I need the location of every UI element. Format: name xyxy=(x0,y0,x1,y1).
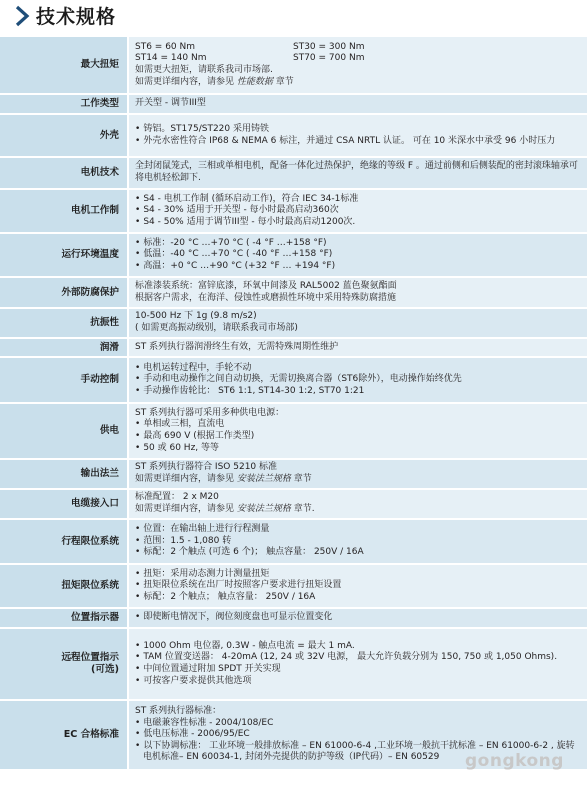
row-manual xyxy=(0,357,587,403)
ec-b1: • 电磁兼容性标准 - 2004/108/EC xyxy=(135,718,581,730)
ambient-b1: • 标准：-20 °C …+70 °C ( -4 °F …+158 °F) xyxy=(135,238,581,250)
entry-spec-ref: 安装法兰规格 xyxy=(236,504,291,514)
label-torque-limit: 扭矩限位系统 xyxy=(0,564,128,608)
power-b3: • 50 或 60 Hz, 等等 xyxy=(135,443,581,455)
value-power xyxy=(128,403,587,459)
value-entry xyxy=(128,489,587,519)
value-coating xyxy=(128,277,587,308)
watermark: gongkong xyxy=(465,751,564,771)
value-manual xyxy=(128,357,587,403)
ambient-b3: • 高温：+0 °C …+90 °C (+32 °F … +194 °F) xyxy=(135,261,581,273)
row-torque xyxy=(0,37,587,94)
value-ambient xyxy=(128,233,587,277)
row-power xyxy=(0,403,587,459)
value-type: 开关型 - 调节III型 xyxy=(128,94,587,114)
label-flange: 输出法兰 xyxy=(0,459,128,489)
coating-l1: 标准漆装系统：富锌底漆，环氧中间漆及 RAL5002 蓝色聚氨酯面 xyxy=(135,280,397,291)
entry-ref: 如需更详细内容，请参见 安装法兰规格 章节. xyxy=(135,504,315,514)
ec-b3: • 以下协调标准： 工业环境一般排放标准 – EN 61000-6-4 ,工业环境一般抗干扰标准 – EN 61000-6-2 , 旋转电机标准– EN 60034-1, 封闭外壳提供的防护等级（IP代码）– EN 60529 xyxy=(135,741,581,764)
label-coating: 外部防腐保护 xyxy=(0,277,128,308)
torque-ref: 如需更详细内容，请参见 性能数据 章节 xyxy=(135,76,294,87)
label-housing: 外壳 xyxy=(0,114,128,157)
travel-b3: • 标配：2 个触点 (可选 6 个)； 触点容量： 250V / 16A xyxy=(135,547,581,559)
remote-b3: • 中间位置通过附加 SPDT 开关实现 xyxy=(135,664,581,676)
row-duty xyxy=(0,189,587,233)
spec-table xyxy=(0,37,587,771)
value-torque xyxy=(128,37,587,94)
duty-b2: • S4 - 30% 适用于开关型 - 每小时最高启动360次 xyxy=(135,205,581,217)
label-ambient: 运行环境温度 xyxy=(0,233,128,277)
value-duty xyxy=(128,189,587,233)
ambient-b2: • 低温：-40 °C …+70 °C ( -40 °F …+158 °F) xyxy=(135,249,581,261)
section-header xyxy=(0,0,587,32)
value-indicator xyxy=(128,608,587,628)
row-housing xyxy=(0,114,587,157)
housing-b1: • 铸铝。ST175/ST220 采用铸铁 xyxy=(135,124,581,136)
duty-b3: • S4 - 50% 适用于调节III型 - 每小时最高启动1200次. xyxy=(135,217,581,229)
label-indicator: 位置指示器 xyxy=(0,608,128,628)
value-travel xyxy=(128,519,587,564)
row-lubrication xyxy=(0,338,587,357)
label-vibration: 抗振性 xyxy=(0,308,128,338)
row-coating xyxy=(0,277,587,308)
torque-st14: ST14 = 140 Nm xyxy=(135,53,207,64)
power-b1: • 单相或三相，直流电 xyxy=(135,419,581,431)
value-housing xyxy=(128,114,587,157)
perf-data-ref: 性能数据 xyxy=(236,76,273,87)
manual-b1: • 电机运转过程中，手轮不动 xyxy=(135,363,581,375)
label-power: 供电 xyxy=(0,403,128,459)
ec-l1: ST 系列执行器标准： xyxy=(135,706,222,717)
row-torque-limit xyxy=(0,564,587,608)
page-title: 技术规格 xyxy=(36,6,117,28)
value-lubrication: ST 系列执行器润滑终生有效，无需特殊周期性维护 xyxy=(128,338,587,357)
value-motor-tech: 全封闭鼠笼式，三相或单相电机，配备一体化过热保护，绝缘的等级 F 。通过前侧和后侧装配的密封滚珠轴承可将电机轻松卸下. xyxy=(128,157,587,189)
label-manual: 手动控制 xyxy=(0,357,128,403)
label-travel: 行程限位系统 xyxy=(0,519,128,564)
travel-b2: • 范围：1.5 - 1,080 转 xyxy=(135,536,581,548)
remote-b4: • 可按客户要求提供其他选项 xyxy=(135,676,581,688)
row-indicator xyxy=(0,608,587,628)
value-torque-limit xyxy=(128,564,587,608)
label-duty: 电机工作制 xyxy=(0,189,128,233)
ec-b2: • 低电压标准 - 2006/95/EC xyxy=(135,729,581,741)
label-torque: 最大扭矩 xyxy=(0,37,128,94)
row-flange xyxy=(0,459,587,489)
row-travel xyxy=(0,519,587,564)
label-entry: 电缆接入口 xyxy=(0,489,128,519)
torque-note: 如需更大扭矩，请联系我司市场部. xyxy=(135,65,273,75)
row-vibration xyxy=(0,308,587,338)
torque-st70: ST70 = 700 Nm xyxy=(293,53,365,64)
label-remote xyxy=(0,628,128,700)
coating-l2: 根据客户需求，在海洋、侵蚀性或磨损性环境中采用特殊防腐措施 xyxy=(135,292,397,303)
value-flange xyxy=(128,459,587,489)
torque-st6: ST6 = 60 Nm xyxy=(135,41,196,52)
travel-b1: • 位置：在输出轴上进行行程测量 xyxy=(135,524,581,536)
power-l1: ST 系列执行器可采用多种供电电源： xyxy=(135,407,285,418)
housing-b2: • 外壳水密性符合 IP68 & NEMA 6 标注，并通过 CSA NRTL 认证。 可在 10 米深水中承受 96 小时压力 xyxy=(135,136,581,148)
label-remote-2: (可选) xyxy=(91,664,119,675)
indicator-b1: • 即使断电情况下，阀位刻度盘也可显示位置变化 xyxy=(135,612,581,624)
manual-b3: • 手动操作齿轮比： ST6 1:1, ST14-30 1:2, ST70 1:21 xyxy=(135,386,581,398)
label-type: 工作类型 xyxy=(0,94,128,114)
flange-spec-ref: 安装法兰规格 xyxy=(236,474,291,484)
torque-limit-b1: • 扭矩：采用动态测力计测量扭矩 xyxy=(135,569,581,581)
duty-b1: • S4 - 电机工作制 (循环启动工作)，符合 IEC 34-1标准 xyxy=(135,194,581,206)
remote-b1: • 1000 Ohm 电位器, 0.3W - 触点电流 = 最大 1 mA. xyxy=(135,641,581,653)
power-b2: • 最高 690 V (根据工作类型) xyxy=(135,431,581,443)
row-entry xyxy=(0,489,587,519)
torque-limit-b3: • 标配：2 个触点； 触点容量： 250V / 16A xyxy=(135,592,581,604)
chevron-right-icon xyxy=(14,5,30,27)
row-remote xyxy=(0,628,587,700)
row-motor-tech xyxy=(0,157,587,189)
flange-l1: ST 系列执行器符合 ISO 5210 标准 xyxy=(135,462,278,473)
label-motor-tech: 电机技术 xyxy=(0,157,128,189)
flange-ref: 如需更详细内容，请参见 安装法兰规格 章节 xyxy=(135,474,312,484)
entry-l1: 标准配置： 2 x M20 xyxy=(135,492,219,503)
row-ambient xyxy=(0,233,587,277)
label-remote-1: 远程位置指示 xyxy=(61,652,119,663)
value-vibration xyxy=(128,308,587,338)
torque-limit-b2: • 扭矩限位系统在出厂时按照客户要求进行扭矩设置 xyxy=(135,580,581,592)
vibration-l1: 10-500 Hz 下 1g (9.8 m/s2) xyxy=(135,311,257,322)
row-type xyxy=(0,94,587,114)
vibration-l2: ( 如需更高振动级别，请联系我司市场部) xyxy=(135,323,298,333)
value-remote xyxy=(128,628,587,700)
label-lubrication: 润滑 xyxy=(0,338,128,357)
torque-st30: ST30 = 300 Nm xyxy=(293,41,365,52)
manual-b2: • 手动和电动操作之间自动切换，无需切换离合器（ST6除外），电动操作始终优先 xyxy=(135,374,581,386)
remote-b2: • TAM 位置变送器： 4-20mA (12, 24 或 32V 电源， 最大允许负载分别为 150, 750 或 1,050 Ohms). xyxy=(135,652,581,664)
label-ec: EC 合格标准 xyxy=(0,700,128,770)
